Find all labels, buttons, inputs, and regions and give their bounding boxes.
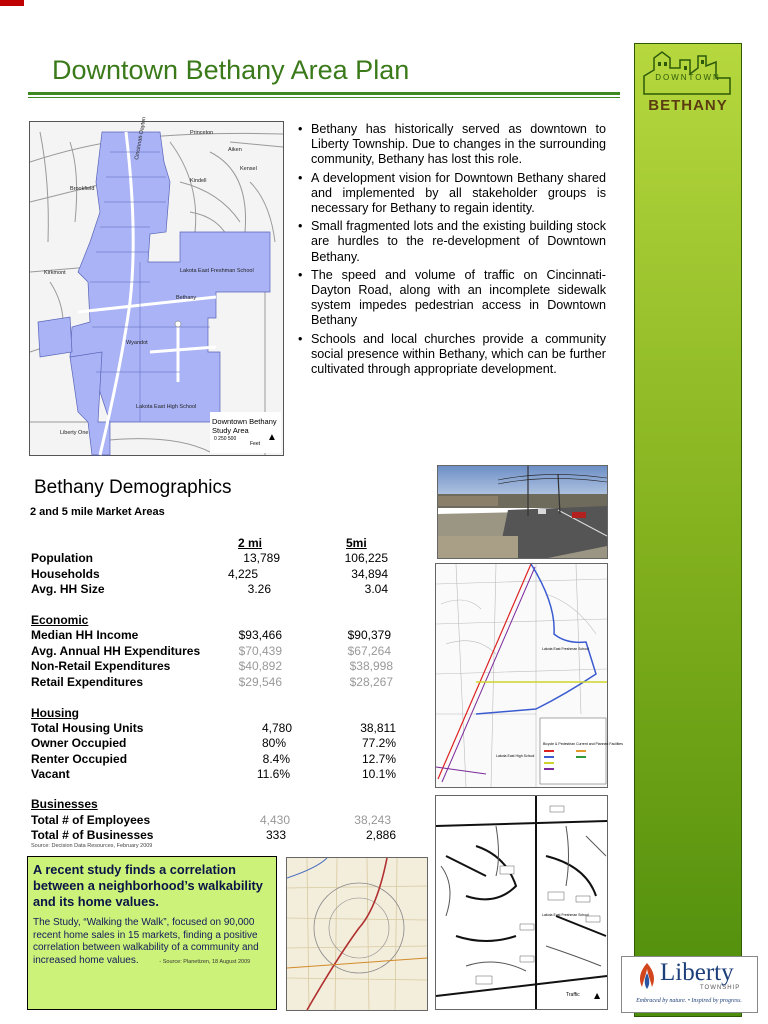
row-value-5mi: 2,886 [365, 828, 396, 842]
north-arrow-icon: ▲ [267, 432, 277, 443]
row-value-2mi: $40,892 [238, 659, 282, 673]
title-rule [28, 92, 620, 95]
row-label: Median HH Income [31, 628, 139, 642]
callout-headline: A recent study finds a correlation between a neighborhood’s walkability and its home values. [33, 862, 263, 909]
bicycle-pedestrian-map [435, 563, 623, 788]
logo-bethany-text: BETHANY [648, 97, 728, 114]
row-value-2mi: 4,430 [259, 813, 290, 827]
row-label: Retail Expenditures [31, 675, 144, 689]
row-value-5mi: 34,894 [351, 567, 388, 581]
bullet-item: • The speed and volume of traffic on Cincinnati-Dayton Road, along with an incomplete sidewalk system impedes pedestrian access in Downtown Bethany [298, 268, 606, 329]
svg-text:Kindell: Kindell [190, 178, 207, 184]
legend-scale: 0 250 500 [214, 436, 237, 442]
row-value-2mi: 4,225 [227, 567, 258, 581]
section-businesses: Businesses [31, 797, 98, 811]
row-value-5mi: $67,264 [347, 644, 391, 658]
side-band [634, 43, 742, 1017]
liberty-tagline: Embraced by nature. • Inspired by progress. [636, 998, 742, 1004]
svg-text:Bethany: Bethany [176, 295, 197, 301]
row-value-2mi: 4,780 [261, 721, 292, 735]
svg-text:Lakota East Freshman School: Lakota East Freshman School [180, 268, 254, 274]
row-value-2mi: 80% [261, 736, 286, 750]
row-label: Owner Occupied [31, 736, 127, 750]
north-arrow-icon: ▲ [594, 991, 601, 1000]
row-value-5mi: 77.2% [361, 736, 396, 750]
row-value-2mi: 11.6% [256, 767, 290, 781]
row-value-5mi: 106,225 [344, 551, 388, 565]
row-value-2mi: 333 [265, 828, 286, 842]
legend-unit: Feet [250, 441, 261, 447]
col-2mi-header: 2 mi [238, 536, 263, 550]
row-value-5mi: 38,811 [360, 721, 396, 735]
svg-text:Kirkmont: Kirkmont [44, 270, 66, 276]
logo-downtown-text: DOWNTOWN [655, 73, 721, 82]
bullet-item: • Bethany has historically served as downtown to Liberty Township. Due to changes in the surrounding community, Bethany has lost this role. [298, 122, 606, 168]
row-value-5mi: $90,379 [347, 628, 391, 642]
title-rule-thin [28, 97, 620, 98]
row-value-2mi: 8.4% [262, 752, 290, 766]
col-5mi-header: 5mi [346, 536, 367, 550]
row-value-2mi: 13,789 [243, 551, 280, 565]
row-label: Avg. Annual HH Expenditures [31, 644, 201, 658]
street-network-map [435, 795, 608, 1010]
bullet-item: • Schools and local churches provide a community social presence within Bethany, which can be further cultivated through appropriate development. [298, 332, 606, 378]
row-value-5mi: 10.1% [361, 767, 396, 781]
bike-map-title: Bicycle & Pedestrian Current and Planned Facilities [543, 742, 623, 746]
street-map-traffic-label: Traffic [566, 992, 580, 998]
bullet-item: • Small fragmented lots and the existing building stock are hurdles to the re-development of Downtown Bethany. [298, 219, 606, 265]
row-value-5mi: $38,998 [349, 659, 393, 673]
demographics-source: Source: Decision Data Resources, February 2009 [31, 843, 153, 849]
walkability-radius-map [286, 857, 428, 1011]
row-label: Population [31, 551, 93, 565]
street-map-school-label: Lakota East Freshman School [542, 913, 589, 917]
row-label: Non-Retail Expenditures [31, 659, 171, 673]
row-value-2mi: $70,439 [238, 644, 282, 658]
svg-text:Cincinnati-Dayton: Cincinnati-Dayton [134, 116, 148, 161]
callout-body [33, 917, 265, 968]
row-value-2mi: $93,466 [238, 628, 282, 642]
callout-body-text: The Study, “Walking the Walk”, focused on 90,000 recent home sales in 15 markets, finding a positive correlation between walkability of a community and increased home values. [33, 917, 259, 966]
liberty-township-text: TOWNSHIP [700, 985, 741, 991]
svg-text:Brookfield: Brookfield [70, 186, 95, 192]
demographics-title: Bethany Demographics [34, 477, 232, 498]
street-photo [437, 465, 608, 559]
key-points-list [298, 122, 606, 380]
legend-title: Downtown Bethany Study Area [212, 417, 277, 435]
callout-source: - Source: Planetizen, 18 August 2009 [159, 958, 251, 965]
row-label: Households [31, 567, 100, 581]
demographics-subtitle: 2 and 5 mile Market Areas [30, 506, 165, 518]
svg-text:Lakota East Freshman School: Lakota East Freshman School [542, 647, 589, 651]
row-value-2mi: 3.26 [247, 582, 271, 596]
row-label: Total Housing Units [31, 721, 144, 735]
map-legend [210, 412, 281, 453]
svg-text:Kensel: Kensel [240, 166, 257, 172]
section-economic: Economic [31, 613, 89, 627]
row-label: Total # of Businesses [31, 828, 154, 842]
map-label-princeton: Princeton [190, 130, 214, 136]
svg-text:Lakota East High School: Lakota East High School [136, 404, 197, 410]
red-corner-mark [0, 0, 24, 6]
liberty-name: Liberty [660, 959, 734, 986]
svg-text:Aiken: Aiken [228, 147, 242, 153]
row-value-2mi: $29,546 [238, 675, 282, 689]
flame-icon [636, 961, 658, 991]
svg-text:Lakota East High School: Lakota East High School [496, 754, 535, 758]
bullet-item: • A development vision for Downtown Bethany shared and implemented by all stakeholder groups is necessary for Bethany to regain identity. [298, 171, 606, 217]
svg-text:Wyandot: Wyandot [126, 340, 148, 346]
section-housing: Housing [31, 706, 79, 720]
row-label: Total # of Employees [31, 813, 151, 827]
row-value-5mi: 38,243 [354, 813, 391, 827]
study-area-map [29, 116, 284, 456]
row-label: Avg. HH Size [31, 582, 105, 596]
svg-text:Liberty One: Liberty One [60, 430, 89, 436]
row-value-5mi: 12.7% [361, 752, 396, 766]
row-label: Vacant [31, 767, 70, 781]
row-value-5mi: 3.04 [364, 582, 388, 596]
row-value-5mi: $28,267 [349, 675, 393, 689]
page-title: Downtown Bethany Area Plan [52, 55, 410, 85]
row-label: Renter Occupied [31, 752, 128, 766]
